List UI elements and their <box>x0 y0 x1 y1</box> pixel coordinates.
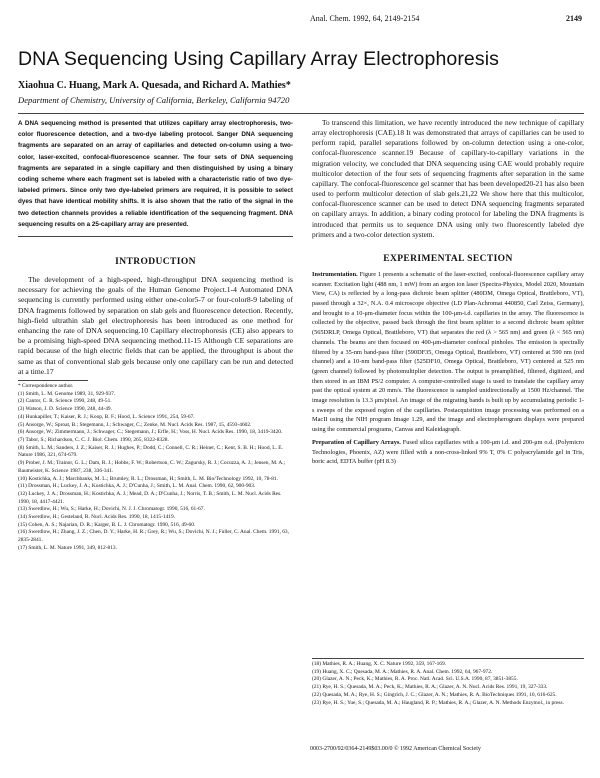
footnote-item: (12) Luckey, J. A.; Drossman, H.; Kostichka, A. J.; Mead, D. A.; D'Cunha, J.; Norris, T. B.; Smith, L. M. Nucl. Acids Res. 1990, 18, 4417-4421. <box>18 490 282 505</box>
footnote-item: (16) Swerdlow, H.; Zhang, J. Z.; Chen, D. Y.; Harke, H. R.; Grey, R.; Wu, S.; Dovichi, N. J.; Fuller, C. Anal. Chem. 1991, 63, 2835-2841. <box>18 529 289 544</box>
footnote-item: (6) Ansorge, W.; Zimmermann, J.; Schwager, C.; Stegemann, J.; Erfle, H.; Voss, H. Nucl. Acids Res. 1990, 18, 3419-3420. <box>18 429 283 436</box>
footnote-rule <box>18 380 88 381</box>
preparation-paragraph <box>312 438 584 467</box>
footnote-item: (4) Hunkapiller, T.; Kaiser, R. J.; Koop, B. F.; Hood, L. Science 1991, 254, 59-67. <box>18 413 195 420</box>
introduction-heading: INTRODUCTION <box>115 257 196 268</box>
footnote-item: (1) Smith, L. M. Genome 1989, 31, 929-937. <box>18 390 116 397</box>
page-number: 2149 <box>566 14 582 23</box>
footnote-item: (8) Smith, L. M.; Sanders, J. Z.; Kaiser, R. J.; Hughes, P.; Dodd, C.; Connell, C. R.; Heiner, C.; Kent, S. B. H.; Hood, L. E. Nature 1986, 321, 674-679. <box>18 444 283 459</box>
footnote-item: (14) Swerdlow, H.; Gesteland, R. Nucl. Acids Res. 1990, 18, 1415-1419. <box>18 514 176 521</box>
footnote-item: (17) Smith, L. M. Nature 1991, 349, 812-813. <box>18 544 117 551</box>
abstract: A DNA sequencing method is presented that utilizes capillary array electrophoresis, two-color fluorescence detection, and a two-dye labeling protocol. Sanger DNA sequencing fragments are separated on an array of capillaries and detected on-column using a two-color, laser-excited, confocal-fluorescence scanner. The four sets of DNA sequencing fragments are separated in a single capillary and then distinguished by using a binary coding scheme where each fragment set is labeled with a characteristic ratio of two dye-labeled primers. Since only two dye-labeled primers are required, it is possible to select dyes that have identical mobility shifts. It is also shown that the ratio of the signal in the two detection channels provides a reliable identification of the sequencing fragment. DNA sequencing results on a 25-capillary array are presented. <box>18 120 293 228</box>
preparation-label: Preparation of Capillary Arrays. <box>312 438 401 446</box>
reference-item: (18) Mathies, R. A.; Huang, X. C. Nature 1992, 359, 167-169. <box>312 661 447 667</box>
right-references-rule <box>312 658 584 707</box>
footnote-item: (15) Cohen, A. S.; Najarian, D. R.; Karger, B. L. J. Chromatogr. 1990, 516, 49-60. <box>18 521 196 528</box>
footnote-item: (3) Watson, J. D. Science 1990, 248, 44-49. <box>18 406 112 413</box>
copyright-footer: 0003-2700/92/0364-2149$03.00/0 © 1992 American Chemical Society <box>310 746 481 752</box>
header-rule <box>18 113 584 114</box>
footnote-item: (7) Tabor, S.; Richardson, C. C. J. Biol. Chem. 1990, 265, 8322-8328. <box>18 436 169 443</box>
footnote-item: (11) Drossman, H.; Luckey, J. A.; Kostichka, A. J.; D'Cunha, J.; Smith, L. M. Anal. Chem. 1990, 62, 900-903. <box>18 483 256 490</box>
footnote-item: (10) Kostichka, A. J.; Marchbanks, M. L.; Brumley, R. L.; Drossman, H.; Smith, L. M. Bio/Technology 1992, 10, 78-81. <box>18 475 278 482</box>
reference-item: (22) Quesada, M. A.; Rye, H. S.; Gingrich, J. C.; Glazer, A. N.; Mathies, R. A. BioTechniques 1991, 10, 616-625. <box>312 691 557 698</box>
footnote-item: (13) Swerdlow, H.; Wu, S.; Harke, H.; Dovichi, N. J. J. Chromatogr. 1990, 516, 61-67. <box>18 506 205 513</box>
article-title: DNA Sequencing Using Capillary Array Electrophoresis <box>18 48 500 70</box>
reference-item: (23) Rye, H. S.; Yue, S.; Quesada, M. A.; Haugland, R. P.; Mathies, R. A.; Glazer, A. N. Methods Enzymol., in press. <box>312 699 564 706</box>
footnotes-list <box>18 383 293 552</box>
instrumentation-paragraph <box>312 270 584 435</box>
affiliation: Department of Chemistry, University of California, Berkeley, California 94720 <box>18 95 290 105</box>
introduction-text: The development of a high-speed, high-throughput DNA sequencing method is necessary for achieving the goals of the Human Genome Project.1-4 Automated DNA sequencing is currently performed using either one-color5-7 or four-color8-9 labeling of DNA fragments followed by separation on slab gels and fluorescence detection. Recently, high-field ultrathin slab gel electrophoresis has been introduced as one method for enhancing the rate of DNA sequencing.10 Capillary electrophoresis (CE) also appears to be a promising high-speed DNA sequencing method.11-15 Although CE separations are rapid because of the high electric fields that can be applied, the throughput is about the same as that of conventional slab gels because only one capillary can be run and detected at a time.17 <box>18 275 293 376</box>
instrumentation-text: Figure 1 presents a schematic of the laser-excited, confocal-fluorescence capillary array scanner. Excitation light (488 nm, 1 mW) from an argon ion laser (Spectra-Physics, Model 2020, Mountain View, CA) is reflected by a long-pass dichroic beam splitter (480DM, Omega Optical, Brattleboro, VT), passed through a 32×, N.A. 0.4 microscope objective (LD Plan-Achromat 440850, Carl Zeiss, Germany), and brought to a 10-μm-diameter focus within the 100-μm-i.d. capillaries in the array. The fluorescence is collected by the objective, passed back through the first beam splitter to a second dichroic beam splitter (565DRLP, Omega Optical, Brattleboro, VT) that separates the red (λ > 565 nm) and green (λ < 565 nm) channels. The beams are then focused on 400-μm-diameter confocal pinholes. The emission is spectrally filtered by a 35-nm band-pass filter (590DF35, Omega Optical, Brattleboro, VT) centered at 590 nm (red channel) and a 10-nm band-pass filter (525DF10, Omega Optical, Brattleboro, VT) centered at 525 nm (green channel) followed by photomultiplier detection. The output is preamplified, filtered, digitized, and then stored in an IBM PS/2 computer. A computer-controlled stage is used to translate the capillary array past the optical system at 20 mm/s. The fluorescence is sampled unidirectionally at 1500 Hz/channel. The image resolution is 13.3 μm/pixel. An image of the migrating bands is built up by accumulating periodic 1-s sweeps of the exposed region of the capillaries. Postacquisition image processing was performed on a MacII using the NIH program Image 1.29, and the image and electropherogram displays were prepared using the commercial programs, Canvas and Kaleidagraph. <box>312 270 585 434</box>
footnote-item: (5) Ansorge, W.; Sproat, B.; Stegemann, J.; Schwager, C.; Zenke, M. Nucl. Acids Res. 1987, 15, 4593-4602. <box>18 421 252 428</box>
experimental-heading: EXPERIMENTAL SECTION <box>383 253 513 264</box>
left-column <box>18 118 293 553</box>
preparation-text: Fused silica capillaries with a 100-μm i.d. and 200-μm o.d. (Polymicro Technologies, Phoenix, AZ) were filled with a non-cross-linked 9% T, 0% C polyacrylamide gel in Tris, boric acid, EDTA buffer (pH 8.3) <box>312 438 584 466</box>
right-references <box>312 658 584 707</box>
reference-item: (19) Huang, X. C.; Quesada, M. A.; Mathies, R. A. Anal. Chem. 1992, 64, 967-972. <box>312 668 493 675</box>
journal-citation: Anal. Chem. 1992, 64, 2149-2154 <box>310 14 420 23</box>
abstract-rule <box>18 236 293 237</box>
reference-item: (20) Glazer, A. N.; Peck, K.; Mathies, R. A. Proc. Natl. Acad. Sci. U.S.A. 1990, 87, 3851-3855. <box>312 676 518 683</box>
reference-item: (21) Rye, H. S.; Quesada, M. A.; Peck, K.; Mathies, R. A.; Glazer, A. N. Nucl. Acids Res. 1991, 19, 327-333. <box>312 684 548 691</box>
right-column <box>312 118 584 467</box>
instrumentation-label: Instrumentation. <box>312 270 358 278</box>
authors: Xiaohua C. Huang, Mark A. Quesada, and Richard A. Mathies* <box>18 80 291 91</box>
right-references-list <box>312 661 584 707</box>
footnote-item: * Correspondence author. <box>18 383 74 390</box>
footnote-item: (2) Cantor, C. R. Science 1990, 248, 49-51. <box>18 398 112 405</box>
footnote-item: (9) Prober, J. M.; Trainor, G. L.; Dam, R. J.; Hobbs, F. W.; Robertson, C. W.; Zagursky, R. J.; Cocuzza, A. J.; Jensen, M. A.; Baumeister, K. Science 1987, 238, 336-341. <box>18 460 286 474</box>
intro-continuation: To transcend this limitation, we have recently introduced the new technique of capillary array electrophoresis (CAE).18 It was demonstrated that arrays of capillaries can be used to perform rapid, parallel separations followed by on-column detection using a one-color, confocal-fluorescence scanner.19 Because of capillary-to-capillary variations in the migration velocity, we concluded that DNA sequencing using CAE would probably require multicolor detection of the four sets of sequencing fragments after separation in the same capillary. The confocal-fluorescence gel scanner that has been developed20-21 has also been used to perform multicolor detection of slab gels.21,22 We show here that this multicolor, confocal-fluorescence scanner can be used to detect DNA sequencing fragments separated on capillary arrays. In addition, a binary coding protocol for labeling the DNA fragments is introduced that permits us to sequence DNA using only two fluorescently labeled dye primers and a two-color detection system. <box>312 118 584 239</box>
